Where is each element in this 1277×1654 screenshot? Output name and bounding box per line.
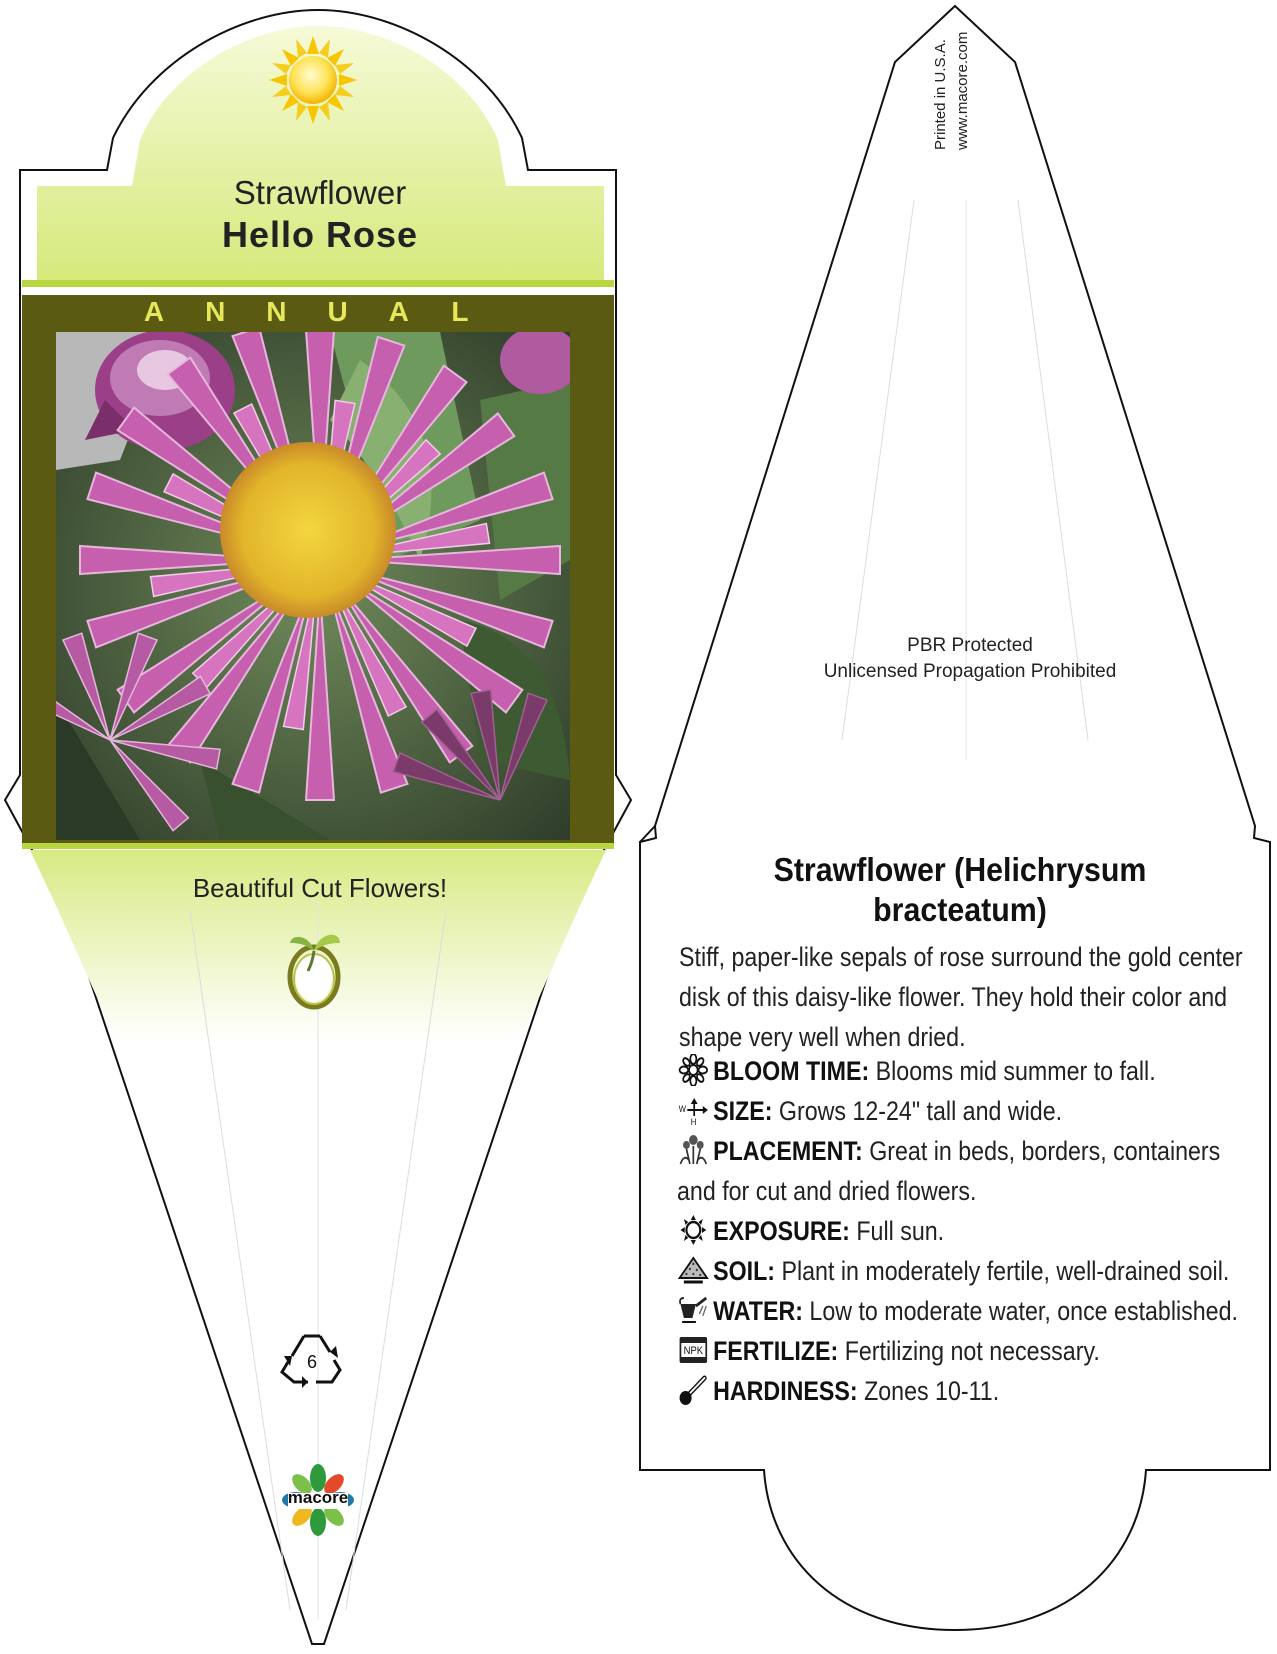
fertilize-icon: [677, 1334, 710, 1366]
attr-label: SIZE:: [713, 1096, 773, 1126]
soil-icon: [677, 1254, 710, 1286]
pbr-line: Unlicensed Propagation Prohibited: [823, 661, 1117, 682]
attr-value: Full sun.: [849, 1216, 945, 1246]
tagline: Beautiful Cut Flowers!: [192, 873, 448, 903]
attr-value: Low to moderate water, once established.: [802, 1296, 1238, 1326]
attr-placement: [677, 1131, 1262, 1211]
attr-exposure: [677, 1211, 1262, 1251]
plant-description: Stiff, paper-like sepals of rose surround the gold center disk of this daisy-like flower. They hold their color and shape very well when dried.: [679, 942, 1243, 1052]
attr-hardiness: [677, 1371, 1262, 1411]
size-h-letter: H: [690, 1116, 697, 1126]
attr-value: Zones 10-11.: [857, 1376, 1000, 1406]
attr-label: FERTILIZE:: [713, 1336, 839, 1366]
strawflower-photo: [10, 326, 580, 840]
attr-soil: [677, 1251, 1262, 1291]
attr-bloom-time: [677, 1051, 1262, 1091]
website-line: www.macore.com: [954, 31, 971, 150]
category-letter: U: [327, 296, 348, 327]
attr-fertilize: [677, 1331, 1262, 1371]
attr-value: Plant in moderately fertile, well-drained soil.: [775, 1256, 1230, 1286]
attr-label: SOIL:: [713, 1256, 776, 1286]
care-attributes: [677, 1051, 1262, 1411]
attr-value: Grows 12-24" tall and wide.: [772, 1096, 1063, 1126]
category-letter: A: [143, 296, 165, 327]
size-w-letter: W: [678, 1103, 687, 1115]
attr-label: BLOOM TIME:: [713, 1056, 870, 1086]
attr-water: [677, 1291, 1262, 1331]
attr-label: WATER:: [713, 1296, 803, 1326]
cultivar-name: Hello Rose: [221, 214, 419, 255]
recycle-number: 6: [306, 1352, 317, 1372]
category-label: [142, 296, 472, 328]
category-letter: L: [451, 296, 469, 327]
category-letter: A: [388, 296, 409, 327]
attr-value: Fertilizing not necessary.: [838, 1336, 1100, 1366]
pbr-line: PBR Protected: [907, 635, 1033, 656]
water-icon: [677, 1294, 710, 1326]
category-letter: N: [205, 296, 226, 327]
printed-line: Printed in U.S.A.: [932, 39, 949, 150]
plant-title: Strawflower (Helichrysum bracteatum): [773, 851, 1147, 928]
printed-info: [930, 32, 974, 150]
size-icon: [677, 1094, 710, 1126]
attr-value: Blooms mid summer to fall.: [869, 1056, 1156, 1086]
bloom-time-icon: [677, 1054, 710, 1086]
attr-label: HARDINESS:: [713, 1376, 858, 1406]
sun-icon: [269, 36, 357, 124]
attr-label: EXPOSURE:: [713, 1216, 850, 1246]
common-name: Strawflower: [233, 174, 407, 211]
placement-icon: [677, 1134, 710, 1166]
attr-size: [677, 1091, 1262, 1131]
attr-label: PLACEMENT:: [713, 1136, 863, 1166]
exposure-icon: [677, 1214, 710, 1246]
attr-value: Great in beds, borders, containers and for cut and dried flowers.: [677, 1136, 1221, 1206]
hardiness-icon: [677, 1374, 710, 1406]
pbr-notice: [780, 633, 1160, 685]
category-letter: N: [266, 296, 287, 327]
brand-name: macore: [287, 1488, 349, 1507]
npk-label: NPK: [683, 1345, 704, 1358]
